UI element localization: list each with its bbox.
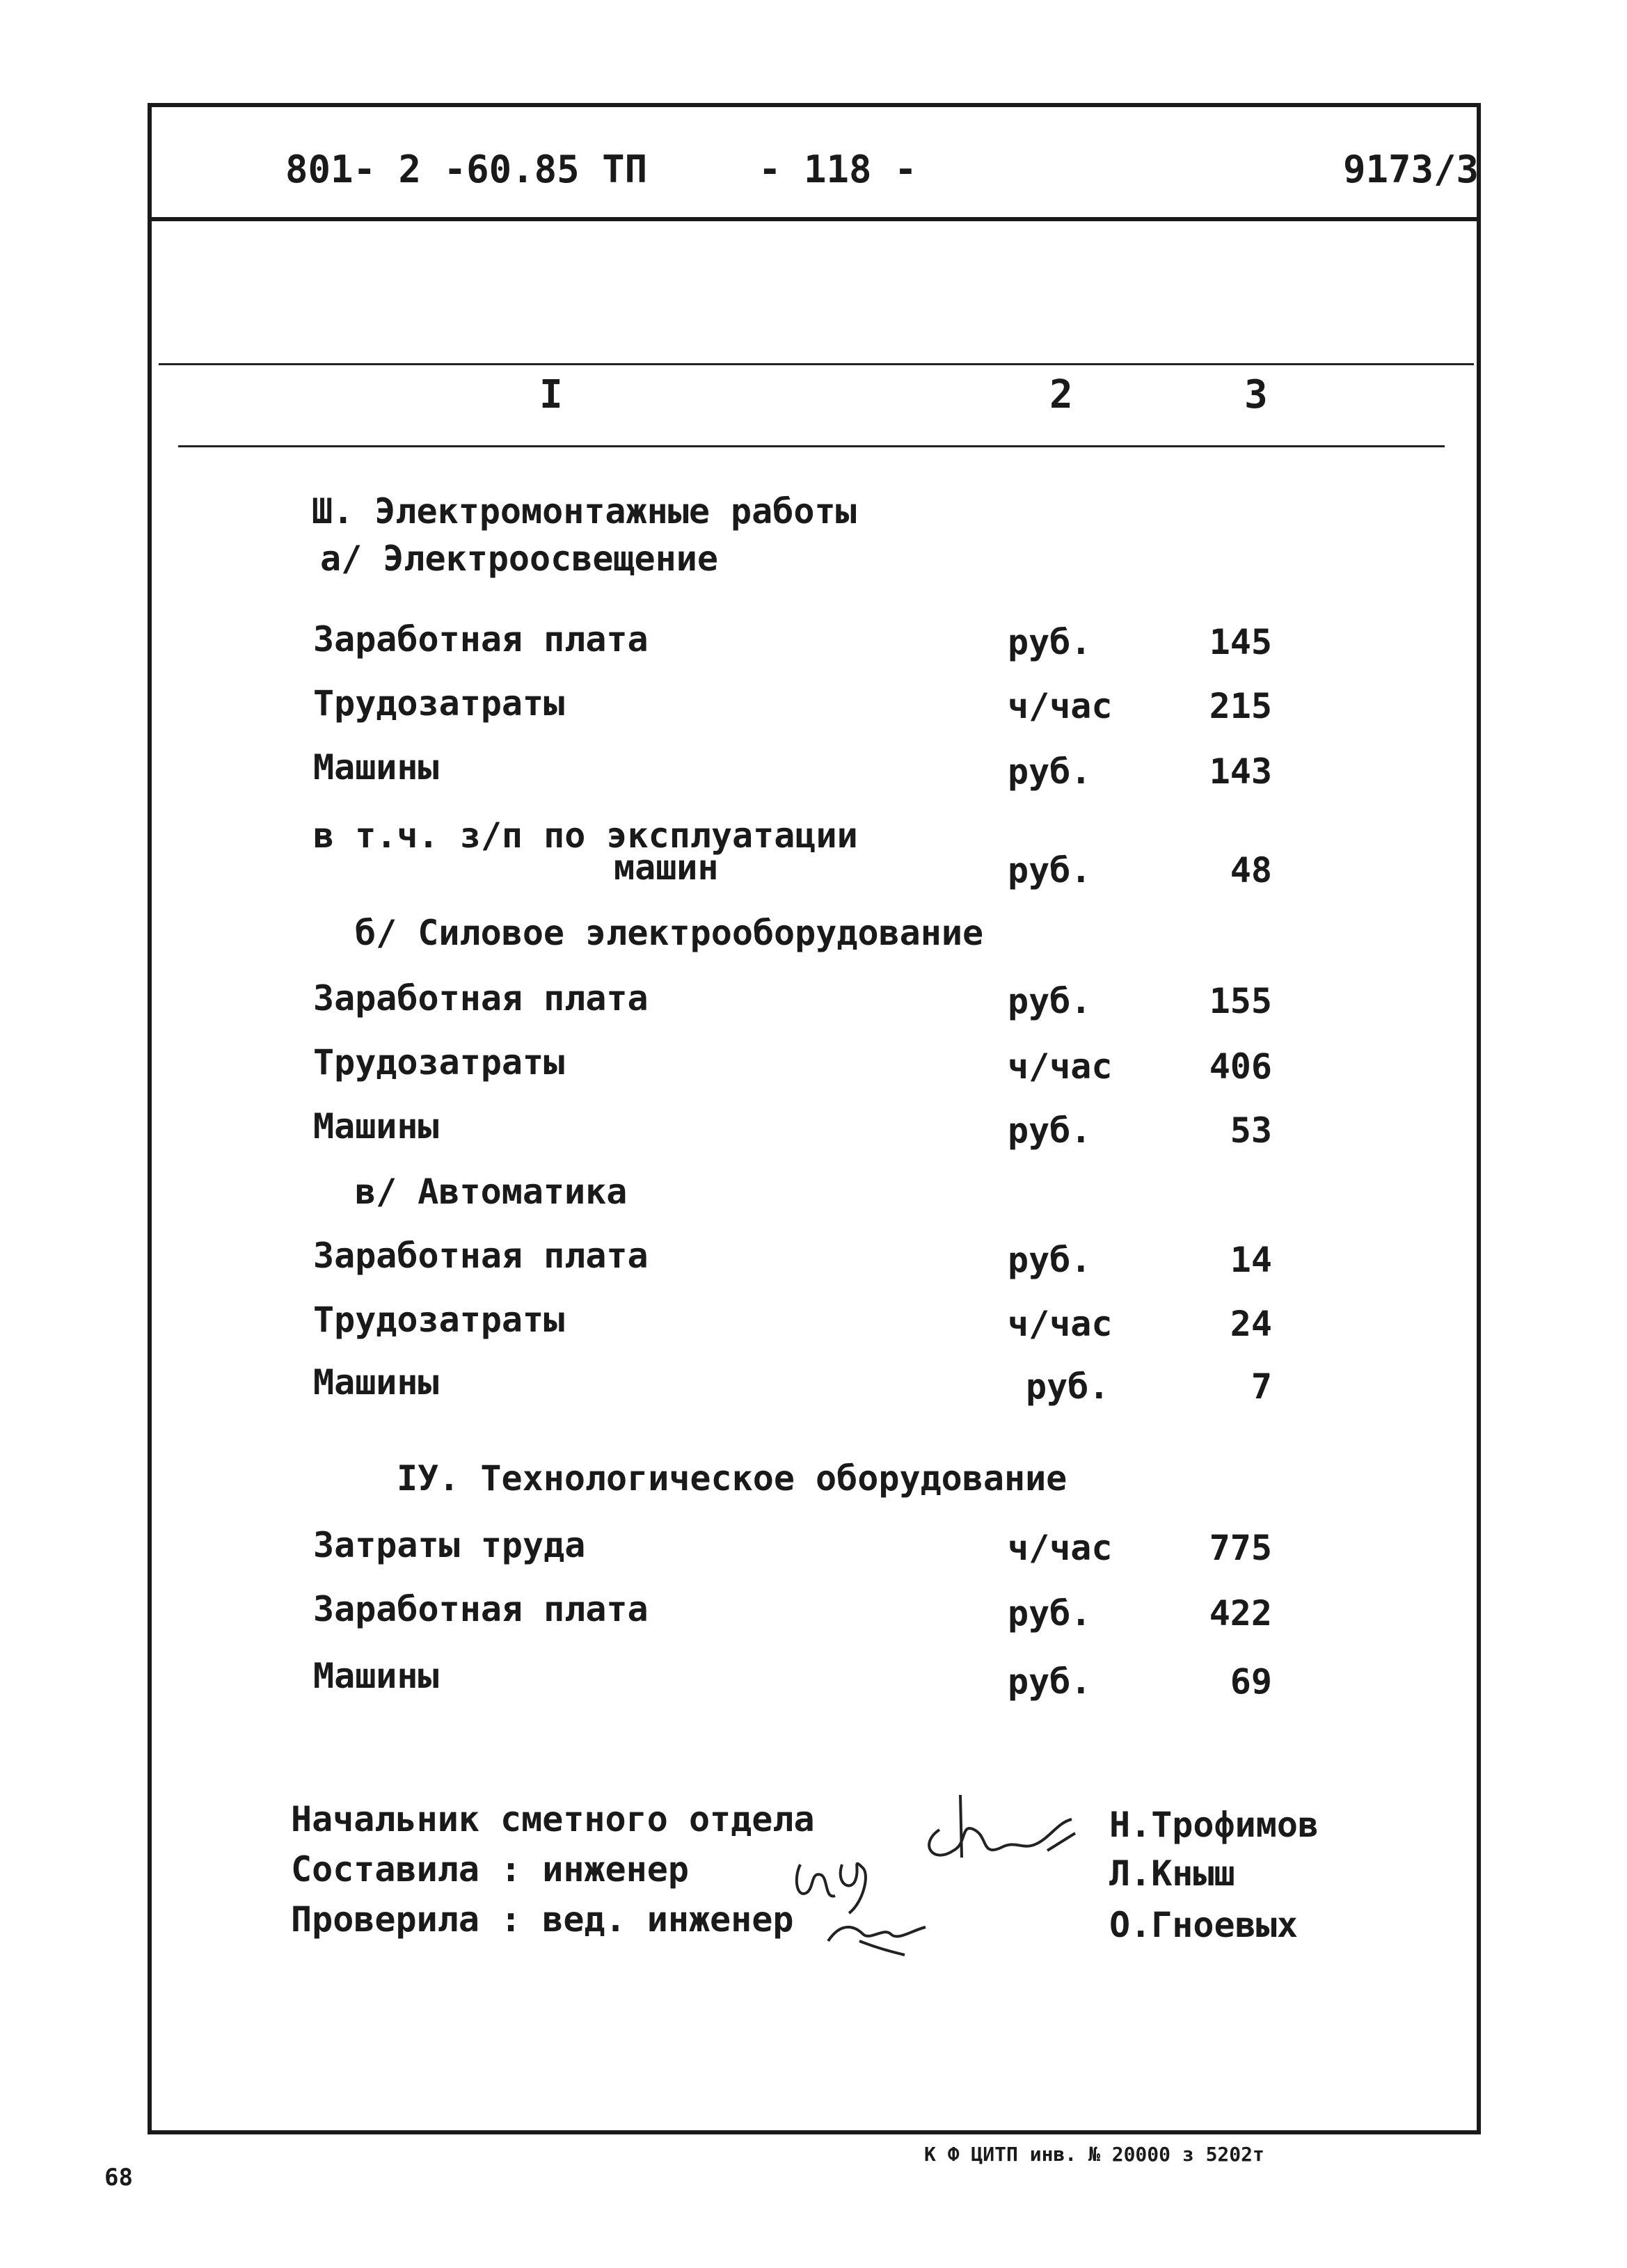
row-label: Трудозатраты xyxy=(313,1300,565,1340)
row-unit: ч/час xyxy=(1008,1304,1113,1344)
subsection-a-title: а/ Электроосвещение xyxy=(320,538,718,579)
row-unit: ч/час xyxy=(1008,686,1113,726)
row-unit: руб. xyxy=(1008,850,1092,891)
row-unit: руб. xyxy=(1008,1593,1092,1634)
row-unit: руб. xyxy=(1008,1240,1092,1280)
signature-role: Начальник сметного отдела xyxy=(291,1799,815,1839)
row-value: 48 xyxy=(1230,850,1272,891)
column-header-1: I xyxy=(539,372,563,417)
signature-name: Н.Трофимов xyxy=(1109,1805,1319,1845)
row-value: 775 xyxy=(1209,1528,1272,1568)
row-value: 155 xyxy=(1209,981,1272,1021)
row-unit: руб. xyxy=(1008,622,1092,662)
column-header-top-rule xyxy=(159,363,1474,365)
row-label-line1: в т.ч. з/п по эксплуатации xyxy=(313,815,858,856)
row-value: 215 xyxy=(1209,686,1272,726)
print-info: К Ф ЦИТП инв. № 20000 з 5202т xyxy=(924,2143,1264,2166)
row-unit: руб. xyxy=(1008,1110,1092,1151)
row-label: Машины xyxy=(313,747,439,788)
row-value: 53 xyxy=(1230,1110,1272,1151)
row-label-line2: машин xyxy=(614,847,719,888)
sheet-reference: 9173/3 xyxy=(1343,147,1479,191)
row-label: Трудозатраты xyxy=(313,1042,565,1083)
row-unit: руб. xyxy=(1008,751,1092,792)
column-header-3: 3 xyxy=(1244,372,1268,417)
row-label: Машины xyxy=(313,1656,439,1696)
section-4-title: IУ. Технологическое оборудование xyxy=(397,1458,1068,1499)
row-unit: ч/час xyxy=(1008,1528,1113,1568)
row-label: Заработная плата xyxy=(313,619,649,660)
row-unit: ч/час xyxy=(1008,1046,1113,1087)
row-unit: руб. xyxy=(1026,1366,1110,1407)
row-unit: руб. xyxy=(1008,1661,1092,1702)
signature-role: Составила : инженер xyxy=(291,1849,689,1890)
signature-name: Л.Кныш xyxy=(1109,1853,1235,1894)
row-value: 422 xyxy=(1209,1593,1272,1634)
column-header-bottom-rule xyxy=(178,445,1445,447)
row-value: 143 xyxy=(1209,751,1272,792)
page-number: - 118 - xyxy=(759,147,917,191)
row-value: 69 xyxy=(1230,1661,1272,1702)
row-label: Заработная плата xyxy=(313,1589,649,1629)
row-value: 7 xyxy=(1251,1366,1272,1407)
subsection-v-title: в/ Автоматика xyxy=(355,1172,628,1212)
row-label: Затраты труда xyxy=(313,1525,586,1565)
row-value: 14 xyxy=(1230,1240,1272,1280)
row-label: Машины xyxy=(313,1362,439,1403)
row-label: Заработная плата xyxy=(313,978,649,1019)
row-unit: руб. xyxy=(1008,981,1092,1021)
row-label: Машины xyxy=(313,1106,439,1147)
row-value: 145 xyxy=(1209,622,1272,662)
header-divider xyxy=(148,217,1481,221)
signature-role: Проверила : вед. инженер xyxy=(291,1899,794,1940)
signature-name: О.Гноевых xyxy=(1109,1905,1298,1945)
subsection-b-title: б/ Силовое электрооборудование xyxy=(355,913,984,953)
document-code: 801- 2 -60.85 ТП xyxy=(285,147,648,191)
section-3-title: Ш. Электромонтажные работы xyxy=(312,491,857,532)
row-label: Трудозатраты xyxy=(313,683,565,724)
row-value: 406 xyxy=(1209,1046,1272,1087)
column-header-2: 2 xyxy=(1049,372,1073,417)
row-value: 24 xyxy=(1230,1304,1272,1344)
margin-mark: 68 xyxy=(104,2164,133,2191)
handwritten-signature-compiler xyxy=(786,1837,953,1962)
row-label: Заработная плата xyxy=(313,1236,649,1276)
